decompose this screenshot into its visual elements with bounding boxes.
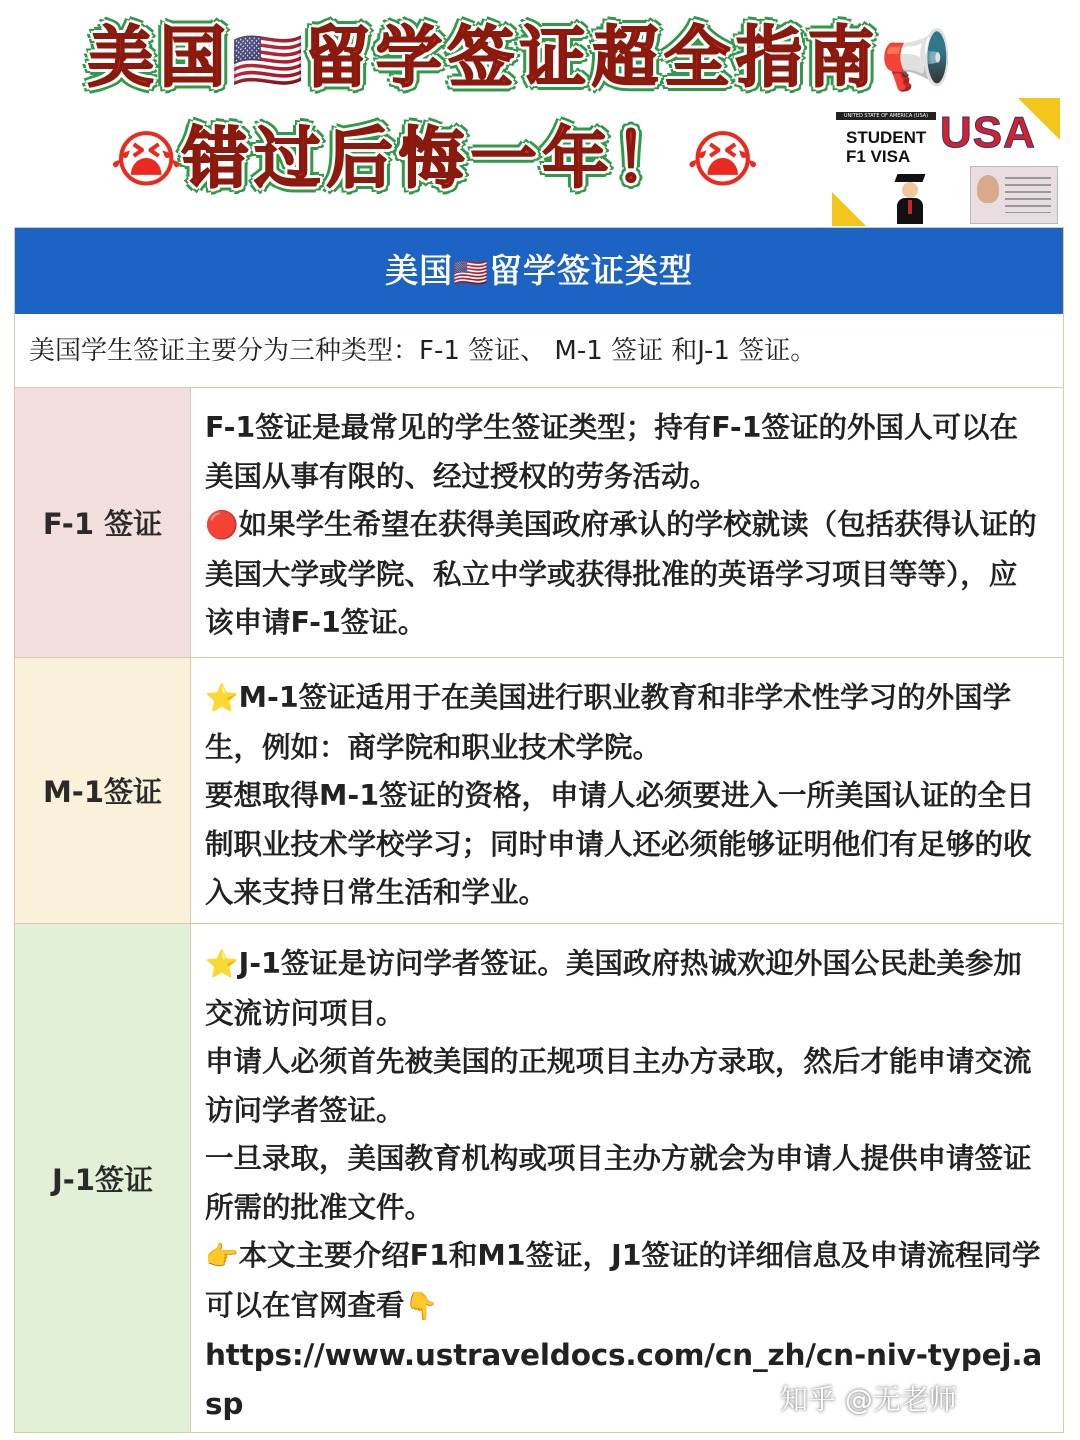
student-text: STUDENT bbox=[846, 128, 927, 147]
visa-top-strip: UNITED STATE OF AMERICA (USA) bbox=[836, 112, 936, 120]
row-label-j1: J-1签证 bbox=[15, 924, 191, 1432]
row-content-j1 bbox=[191, 924, 1063, 1432]
subtitle-text: 错过后悔一年 bbox=[182, 120, 615, 197]
table-row-m1 bbox=[15, 658, 1063, 924]
visa-types-table bbox=[14, 227, 1064, 1433]
us-flag-icon: 🇺🇸 bbox=[231, 26, 304, 94]
m1-paragraph-1-text: M-1签证适用于在美国进行职业教育和非学术性学习的外国学生，例如：商学院和职业技术学院。 bbox=[205, 681, 1012, 764]
j1-paragraph-1-text: J-1签证是访问学者签证。美国政府热诚欢迎外国公民赴美参加交流访问项目。 bbox=[205, 947, 1022, 1030]
official-site-link[interactable]: https://www.ustraveldocs.com/cn_zh/cn-niv-typej.asp bbox=[205, 1338, 1043, 1421]
header bbox=[0, 0, 1080, 225]
row-label-m1: M-1签证 bbox=[15, 658, 191, 923]
table-row-f1 bbox=[15, 388, 1063, 658]
title-part1: 美国 bbox=[87, 19, 232, 96]
m1-paragraph-2: 要想取得M-1签证的资格，申请人必须要进入一所美国认证的全日制职业技术学校学习；同时申请人还必须能够证明他们有足够的收入来支持日常生活和学业。 bbox=[205, 779, 1035, 909]
crying-face-icon: 😭 bbox=[686, 123, 759, 196]
f1-paragraph-1: F-1签证是最常见的学生签证类型；持有F-1签证的外国人可以在美国从事有限的、经过授权的劳务活动。 bbox=[205, 411, 1019, 493]
table-row-j1 bbox=[15, 924, 1063, 1432]
row-label-f1: F-1 签证 bbox=[15, 388, 191, 657]
crying-face-icon: 😭 bbox=[110, 123, 183, 196]
page-title bbox=[0, 18, 1080, 100]
j1-paragraph-3: 一旦录取，美国教育机构或项目主办方就会为申请人提供申请签证所需的批准文件。 bbox=[205, 1142, 1032, 1224]
corner-decoration bbox=[832, 192, 866, 226]
red-circle-icon: 🔴 bbox=[205, 510, 239, 541]
star-icon: ⭐ bbox=[205, 683, 239, 714]
row-content-m1 bbox=[191, 658, 1063, 923]
table-header-part1: 美国 bbox=[385, 251, 454, 290]
title-part2: 留学签证超全指南 bbox=[304, 19, 880, 96]
visa-document-image bbox=[970, 166, 1058, 224]
row-content-f1 bbox=[191, 388, 1063, 657]
megaphone-icon: 📢 bbox=[880, 26, 953, 94]
j1-paragraph-1 bbox=[205, 940, 1045, 1038]
j1-paragraph-4-text: 本文主要介绍F1和M1签证，J1签证的详细信息及申请流程同学可以在官网查看 bbox=[205, 1239, 1041, 1322]
exclamation-mark: ！ bbox=[614, 120, 687, 197]
f1-paragraph-2-text: 如果学生希望在获得美国政府承认的学校就读（包括获得认证的美国大学或学院、私立中学或获得批准的英语学习项目等等），应该申请F-1签证。 bbox=[205, 508, 1037, 639]
pointing-right-icon: 👉 bbox=[205, 1241, 239, 1272]
graduate-icon bbox=[892, 174, 928, 224]
star-icon: ⭐ bbox=[205, 949, 239, 980]
f1-paragraph-2 bbox=[205, 501, 1045, 648]
us-flag-icon: 🇺🇸 bbox=[453, 256, 489, 289]
m1-paragraph-1 bbox=[205, 674, 1045, 772]
watermark: 知乎 @无老师 bbox=[780, 1383, 957, 1416]
student-visa-label bbox=[846, 128, 926, 166]
f1-visa-text: F1 VISA bbox=[846, 147, 911, 166]
student-visa-graphic bbox=[832, 98, 1060, 226]
usa-logo-text: USA bbox=[940, 108, 1036, 157]
table-header-part2: 留学签证类型 bbox=[488, 251, 693, 290]
j1-paragraph-4 bbox=[205, 1232, 1045, 1331]
table-header bbox=[15, 228, 1063, 314]
intro-row: 美国学生签证主要分为三种类型：F-1 签证、 M-1 签证 和J-1 签证。 bbox=[15, 314, 1063, 388]
j1-paragraph-2: 申请人必须首先被美国的正规项目主办方录取，然后才能申请交流访问学者签证。 bbox=[205, 1045, 1032, 1127]
pointing-down-icon: 👇 bbox=[404, 1290, 439, 1322]
